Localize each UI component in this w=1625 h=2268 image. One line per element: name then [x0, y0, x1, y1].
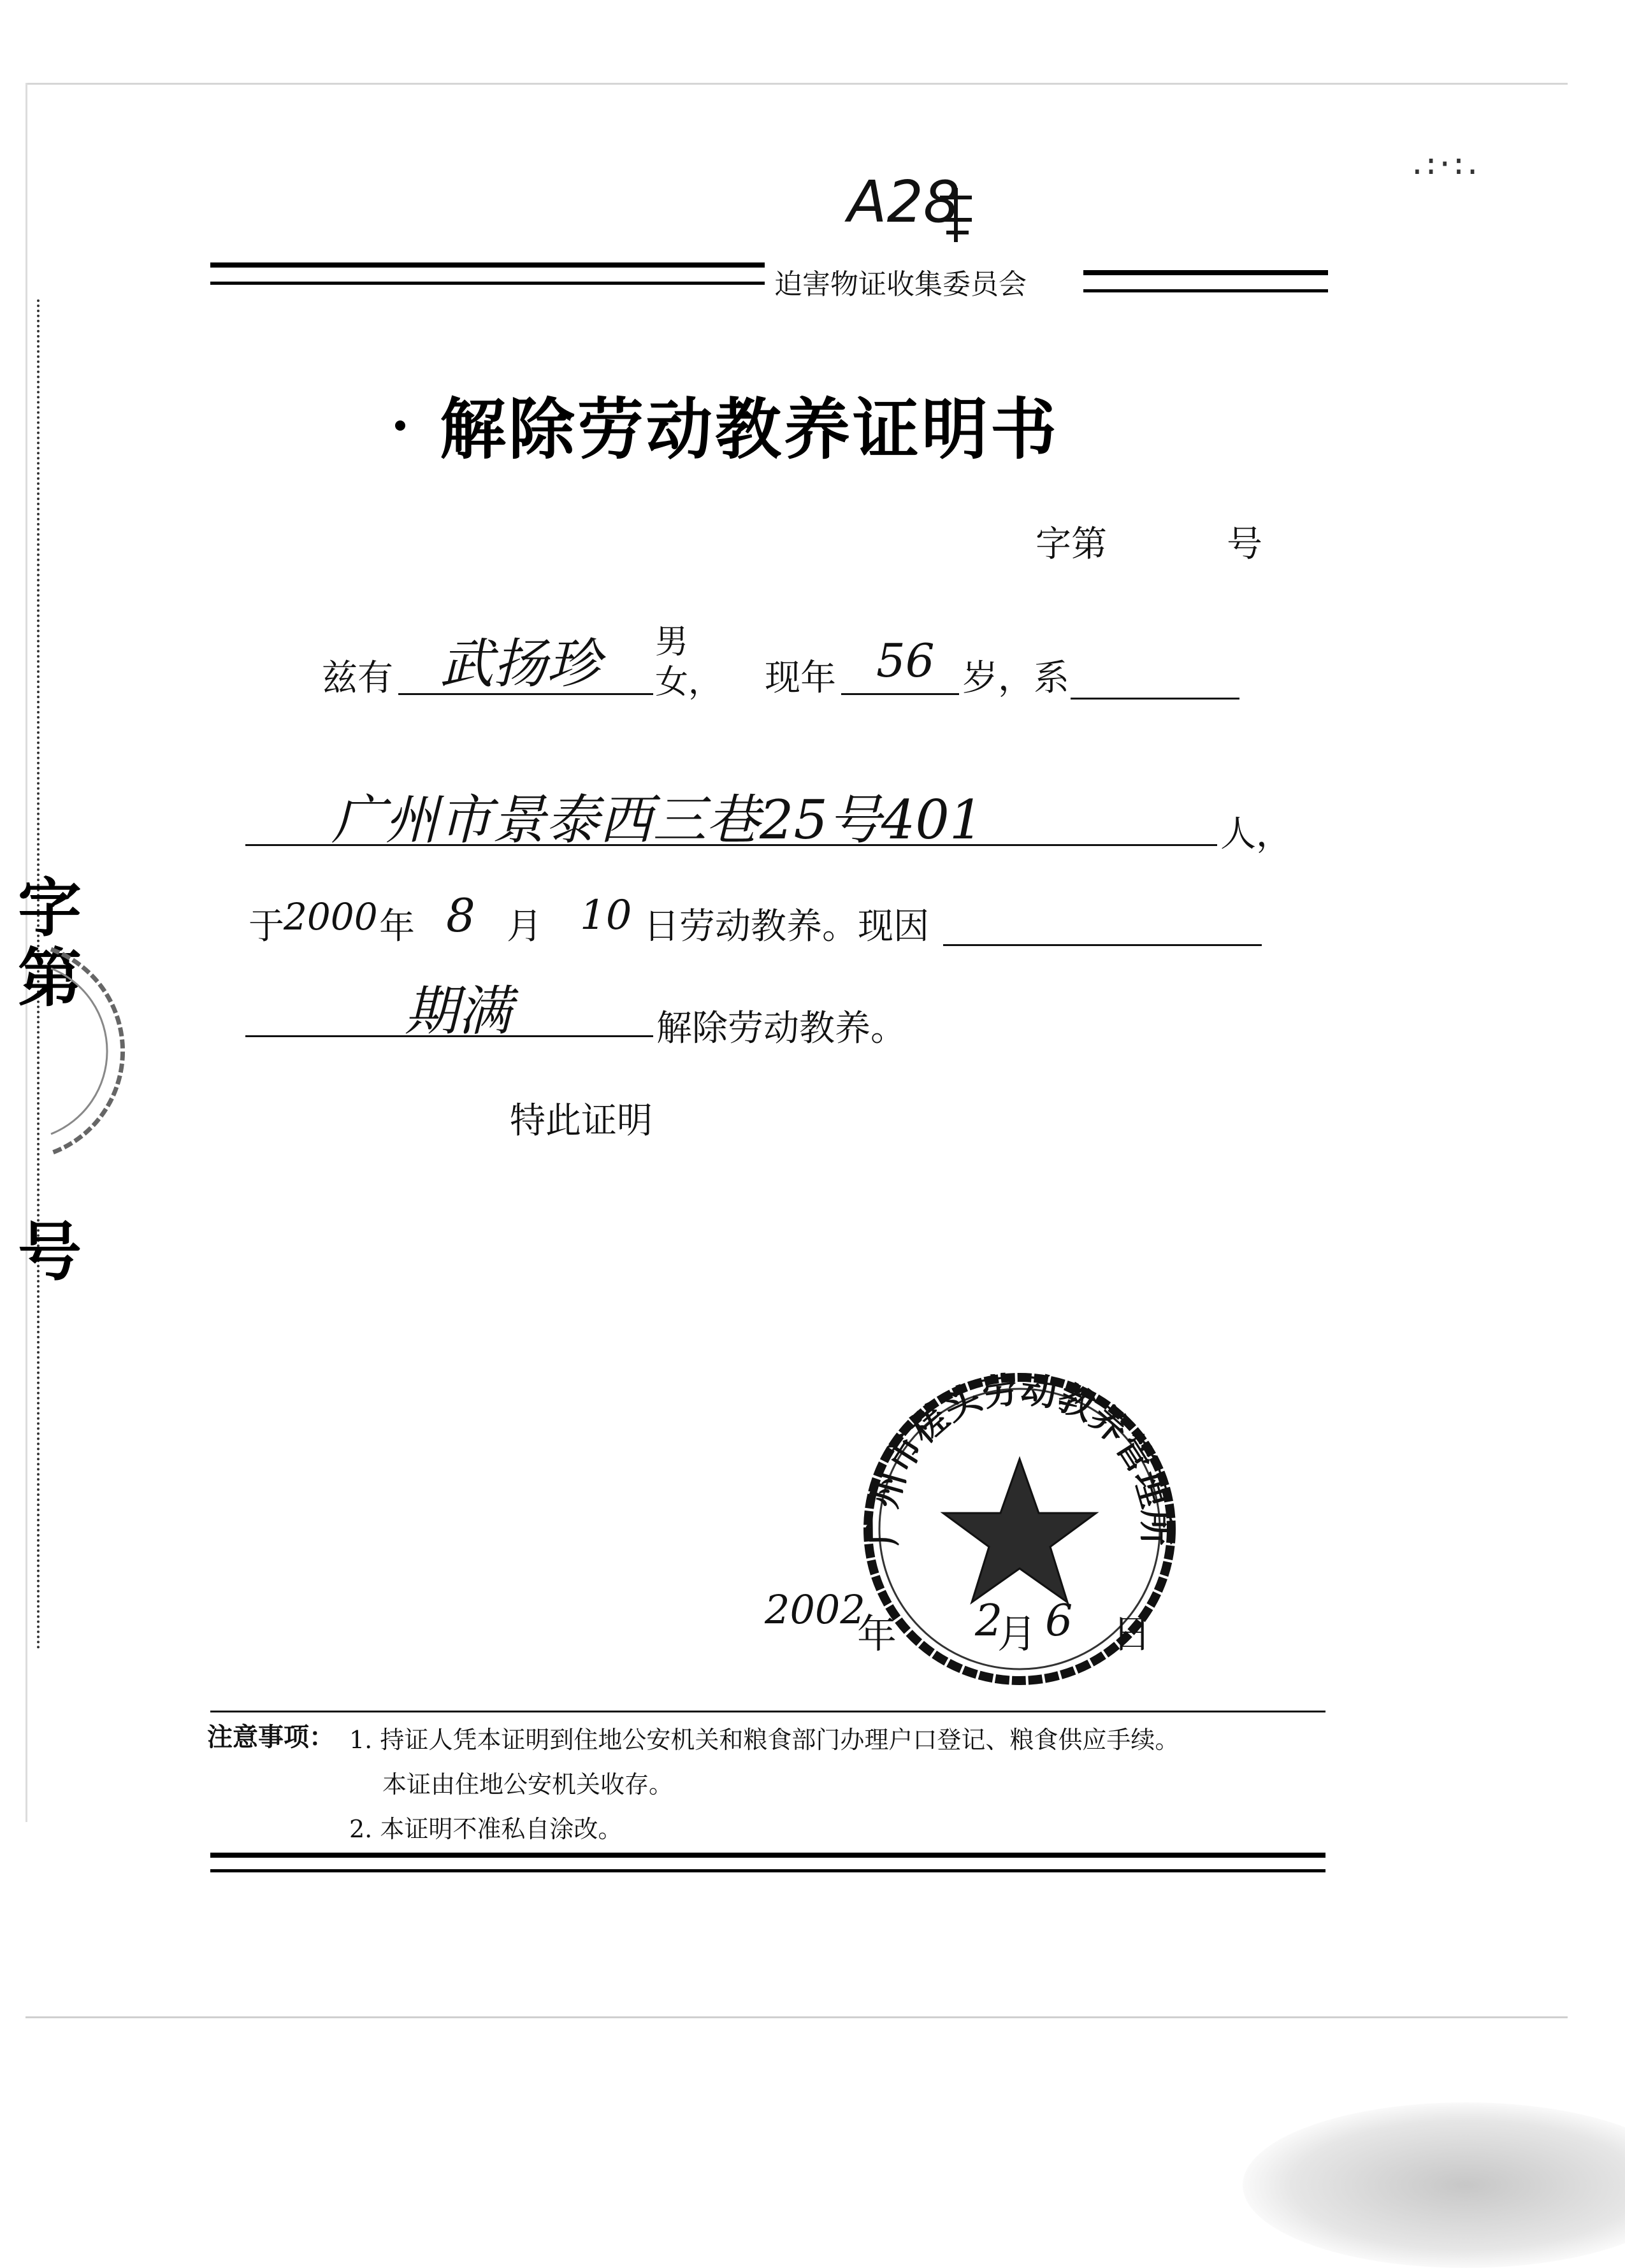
label-release: 解除劳动教养。	[656, 1008, 906, 1049]
label-zi-you: 兹有	[322, 657, 393, 699]
label-yu: 于	[249, 906, 284, 947]
reason-prefix-underline	[943, 944, 1262, 946]
header-rule-right	[1083, 270, 1328, 292]
label-issue-ri: 日	[1112, 1611, 1152, 1657]
document-title: 解除劳动教养证明书	[440, 390, 1060, 468]
handwritten-name: 武扬珍	[440, 633, 601, 695]
handwritten-start-year: 2000	[284, 895, 378, 938]
note-1-line-1: 1. 持证人凭本证明到住地公安机关和粮食部门办理户口登记、粮食供应手续。	[349, 1726, 1180, 1754]
age-underline	[841, 693, 959, 695]
label-start-yue: 月	[507, 906, 542, 947]
seal-ring-text: 广州市槎头劳动教养管理所	[862, 1368, 1178, 1546]
notes-divider	[210, 1711, 1325, 1712]
certify-text: 特此证明	[510, 1100, 653, 1142]
serial-suffix: 号	[1227, 524, 1262, 565]
gender-male: 男	[655, 623, 689, 661]
stub-char-hao: 号	[18, 1214, 82, 1289]
label-start-nian: 年	[379, 906, 415, 947]
handwritten-start-day: 10	[580, 892, 632, 939]
stub-char-di: 第	[18, 940, 82, 1016]
label-issue-yue: 月	[997, 1611, 1037, 1657]
header-rule-left	[210, 262, 765, 285]
name-underline	[398, 693, 653, 695]
footer-rule	[210, 1853, 1325, 1872]
ink-dot	[395, 420, 405, 431]
label-ri-text: 日劳动教养。现因	[644, 906, 929, 947]
handwritten-age: 56	[876, 634, 935, 687]
serial-prefix: 字第	[1036, 524, 1107, 565]
scan-speckle: .:·:.	[1408, 147, 1478, 181]
reason-underline	[245, 1035, 653, 1037]
label-sui-xi: 岁，系	[962, 657, 1069, 699]
handwritten-start-month: 8	[446, 889, 475, 942]
stub-char-zi: 字	[18, 870, 82, 945]
stub-partial-seal	[25, 937, 178, 1166]
label-age: 现年	[765, 657, 836, 699]
committee-label: 迫害物证收集委员会	[774, 268, 1027, 301]
handwritten-issue-year: 2002	[765, 1586, 865, 1633]
handwritten-reason: 期满	[405, 980, 512, 1042]
address-underline	[245, 844, 1217, 846]
origin-underline	[1071, 698, 1239, 700]
notes-heading: 注意事项：	[207, 1723, 335, 1752]
handwritten-issue-month: 2	[975, 1596, 1003, 1646]
label-issue-nian: 年	[857, 1611, 897, 1657]
note-2: 2. 本证明不准私自涂改。	[349, 1815, 623, 1843]
handwritten-issue-day: 6	[1045, 1596, 1073, 1646]
scan-edge-top	[25, 83, 1568, 85]
label-ren: 人，	[1220, 814, 1292, 855]
scan-edge-bottom	[25, 2016, 1568, 2018]
scan-shadow	[1243, 2102, 1625, 2268]
handwritten-address: 广州市景泰西三巷25号401	[331, 789, 984, 851]
gender-female: 女，	[655, 663, 722, 701]
document-code-scribble	[934, 185, 978, 248]
document-code: A28	[848, 169, 960, 236]
note-1-line-2: 本证由住地公安机关收存。	[382, 1770, 674, 1798]
